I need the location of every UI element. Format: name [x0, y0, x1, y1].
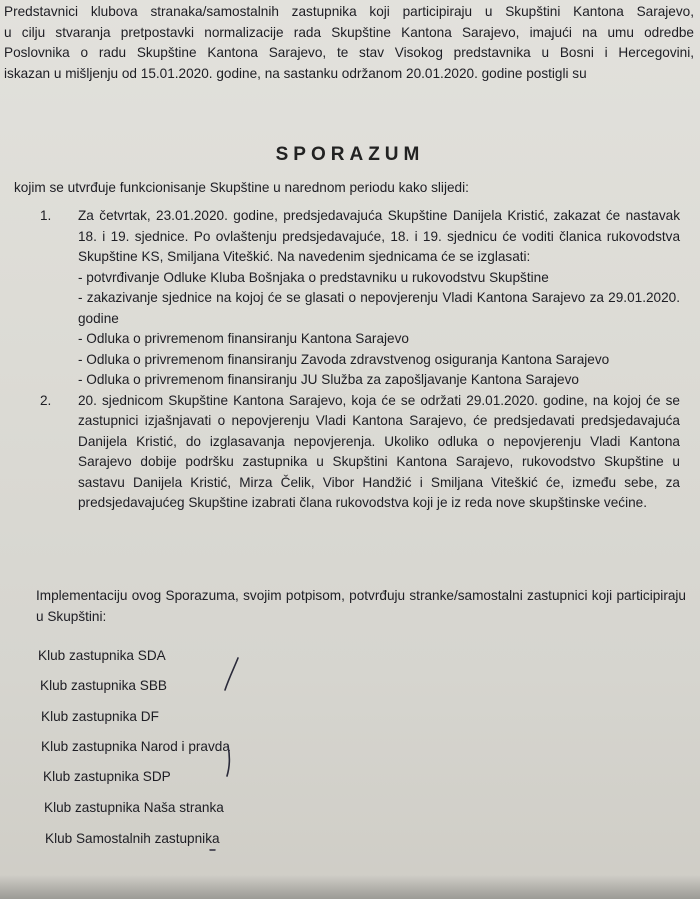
- implementation-paragraph: [36, 586, 686, 627]
- intro-line: Predstavnici klubova stranaka/samostalnih zastupnika koji participiraju u Skupštini Kantona Sarajevo,: [4, 4, 694, 19]
- signatory-df: Klub zastupnika DF: [41, 709, 159, 724]
- signatory-narod-i-pravda: Klub zastupnika Narod i pravda: [41, 739, 230, 754]
- signatory-sdp: Klub zastupnika SDP: [43, 769, 171, 784]
- item-body: [78, 391, 680, 514]
- signature-mark-sdp: [218, 742, 242, 782]
- agreement-item-1: [40, 206, 680, 391]
- signatory-sbb: Klub zastupnika SBB: [40, 678, 167, 693]
- item-bullet: - Odluka o privremenom finansiranju JU Služba za zapošljavanje Kantona Sarajevo: [78, 372, 579, 387]
- intro-line: iskazan u mišljenju od 15.01.2020. godine, na sastanku održanom 20.01.2020. godine postigli su: [4, 65, 587, 81]
- signatory-samostalni: Klub Samostalnih zastupnika: [45, 831, 220, 846]
- item-text: Za četvrtak, 23.01.2020. godine, predsjedavajuća Skupštine Danijela Kristić, zakazat će nastavak 18. i 19. sjednice. Po ovlaštenju predsjedavajuće, 18. i 19. sjednicu će voditi članica rukovodstva Skupštine KS, Smiljana Viteškić. Na navedenim sjednicama će se izglasati:: [78, 208, 680, 264]
- item-text: 20. sjednicom Skupštine Kantona Sarajevo, koja će se održati 29.01.2020. godine, na kojoj će se zastupnici izjašnjavati o nepovjerenju Vladi Kantona Sarajevo, će predsjedavati predsjedavajuća Danijela Kristić, do izglasavanja nepovjerenja. Ukoliko odluka o nepovjerenju Vladi Kantona Sarajevo dobije podršku zastupnika u Skupštini Kantona Sarajevo, rukovodstvo Skupštine u sastavu Danijela Kristić, Mirza Čelik, Vibor Handžić i Smiljana Viteškić će, između sebe, za predsjedavajućeg Skupštine izabrati člana rukovodstva koji je iz reda nove skupštinske većine.: [78, 392, 680, 510]
- item-bullet: - zakazivanje sjednice na kojoj će se glasati o nepovjerenju Vladi Kantona Sarajevo za 29.01.2020. godine: [78, 290, 680, 326]
- agreement-item-2: [40, 391, 680, 514]
- intro-line: Poslovnika o radu Skupštine Kantona Sarajevo, te stav Visokog predstavnika u Bosni i Hercegovini,: [4, 45, 694, 60]
- signature-dot: [208, 846, 218, 854]
- item-bullet: - Odluka o privremenom finansiranju Kantona Sarajevo: [78, 331, 409, 346]
- signature-mark-sbb: [214, 654, 248, 696]
- document-subtitle: kojim se utvrđuje funkcionisanje Skupštine u narednom periodu kako slijedi:: [14, 180, 469, 195]
- intro-paragraph: [4, 2, 694, 84]
- item-body: [78, 206, 680, 391]
- implementation-text: Implementaciju ovog Sporazuma, svojim potpisom, potvrđuju stranke/samostalni zastupnici koji participiraju u Skupštini:: [36, 588, 686, 624]
- intro-line: u cilju stvaranja pretpostavki normalizacije rada Skupštine Kantona Sarajevo, imajući na umu odredbe: [4, 24, 694, 40]
- item-number: 2.: [40, 392, 52, 408]
- signatory-sda: Klub zastupnika SDA: [38, 648, 166, 663]
- item-number: 1.: [40, 208, 52, 223]
- signatory-nasa-stranka: Klub zastupnika Naša stranka: [44, 800, 224, 815]
- item-bullet: - potvrđivanje Odluke Kluba Bošnjaka o predstavniku u rukovodstvu Skupštine: [78, 269, 549, 285]
- item-bullet: - Odluka o privremenom finansiranju Zavoda zdravstvenog osiguranja Kantona Sarajevo: [78, 351, 610, 367]
- agreement-list: [40, 206, 680, 514]
- document-title: SPORAZUM: [275, 144, 425, 165]
